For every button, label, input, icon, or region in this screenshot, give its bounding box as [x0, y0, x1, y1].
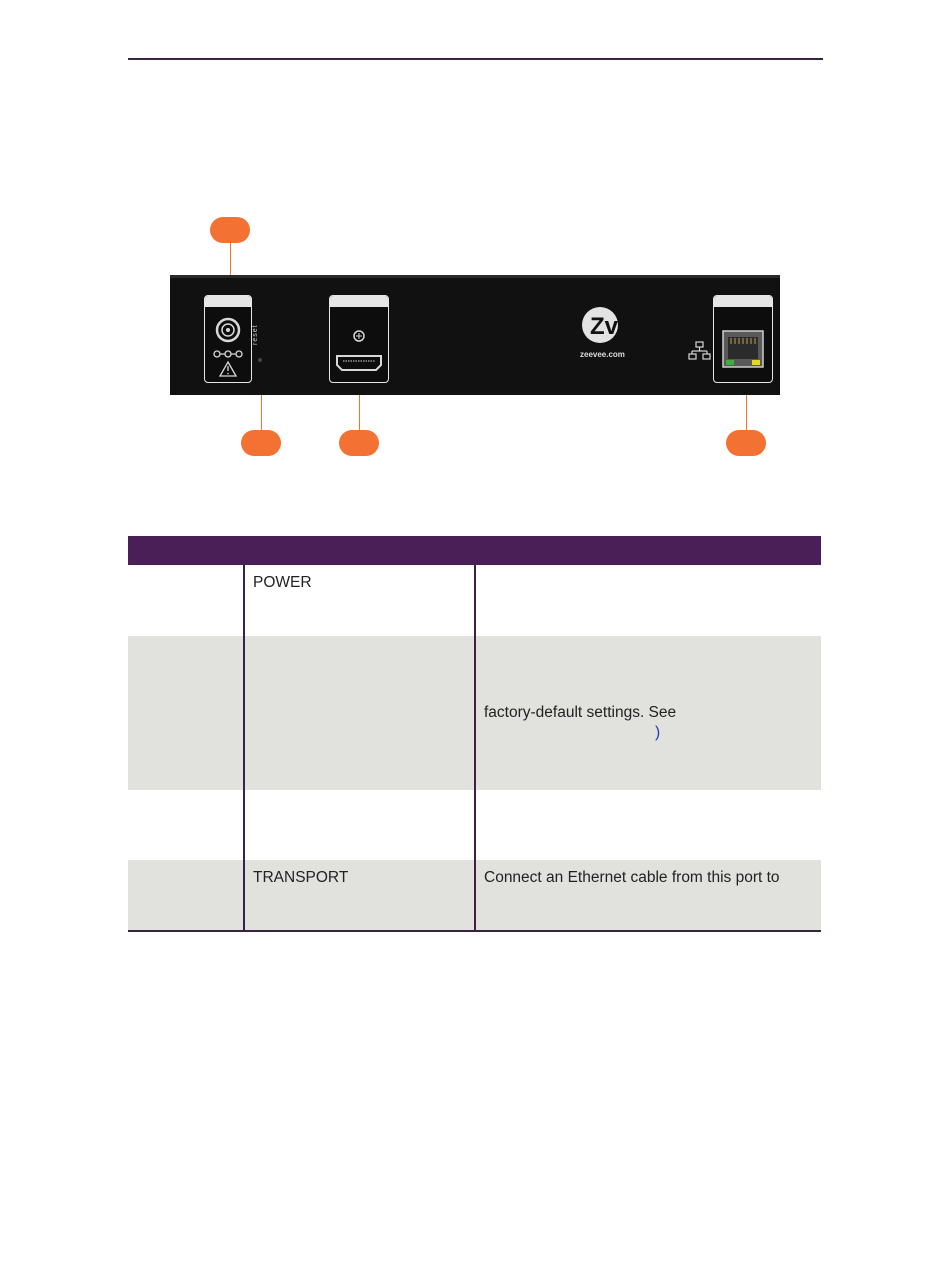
- callout-hdmi: [339, 430, 379, 456]
- power-port-panel: [204, 295, 252, 383]
- ethernet-port-icon: [714, 296, 772, 382]
- table-cell: [128, 860, 243, 930]
- header-rule: [128, 58, 823, 60]
- table-row: [128, 565, 821, 636]
- table-cell-description: [474, 636, 821, 790]
- table-cell-connector: [243, 790, 474, 860]
- callout-reset: [241, 430, 281, 456]
- callout-power: [210, 217, 250, 243]
- website-label: zeevee.com: [580, 350, 625, 359]
- table-cell: [128, 790, 243, 860]
- table-row: [128, 790, 821, 860]
- reset-label: reset: [252, 324, 259, 345]
- table-bottom-rule: [128, 930, 821, 932]
- table-cell-description: [474, 790, 821, 860]
- power-connector-icon: [205, 296, 251, 382]
- table-header: [128, 536, 821, 565]
- hdmi-port-panel: [329, 295, 389, 383]
- device-chassis: [170, 275, 780, 395]
- transport-port-panel: [713, 295, 773, 383]
- table-cell-connector: [243, 636, 474, 790]
- table-cell: [128, 565, 243, 636]
- description-line: factory-default settings. See: [484, 704, 677, 721]
- svg-text:Zv: Zv: [590, 313, 619, 340]
- table-cell-connector: POWER: [243, 565, 474, 636]
- hdmi-port-icon: [330, 296, 388, 382]
- table-row: [128, 636, 821, 790]
- table-cell-description: Connect an Ethernet cable from this port to: [474, 860, 821, 930]
- section-link[interactable]: ): [655, 724, 661, 741]
- device-rear-panel: [170, 275, 780, 395]
- zeevee-logo: [580, 305, 640, 355]
- callout-transport: [726, 430, 766, 456]
- table-cell-description: [474, 565, 821, 636]
- connectors-table: [128, 536, 821, 932]
- network-icon: [688, 341, 712, 361]
- table-cell-connector: TRANSPORT: [243, 860, 474, 930]
- table-cell: [128, 636, 243, 790]
- table-row: [128, 860, 821, 930]
- reset-button[interactable]: [258, 358, 262, 362]
